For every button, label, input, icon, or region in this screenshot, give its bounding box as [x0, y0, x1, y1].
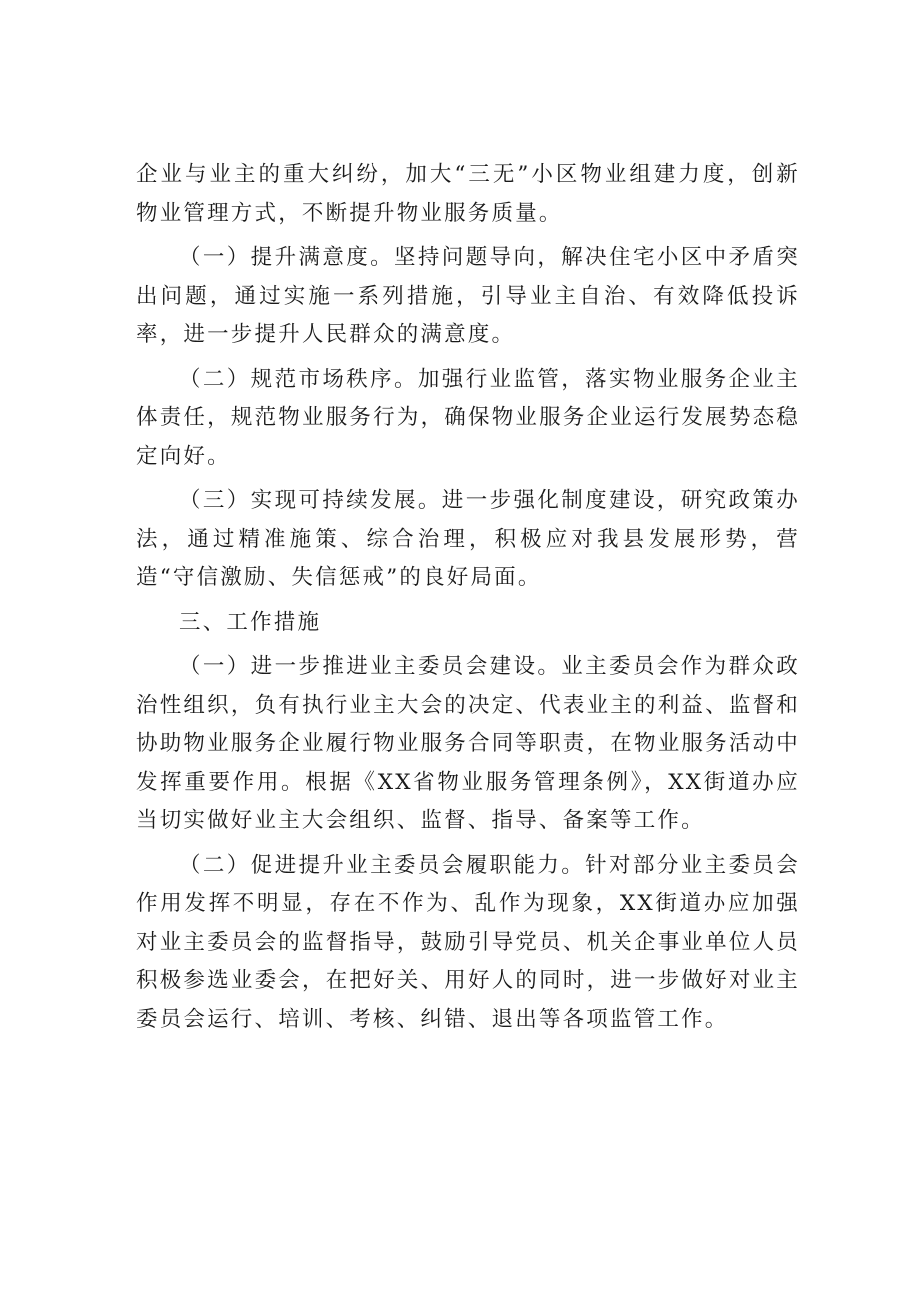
- section-heading-work-measures: 三、工作措施: [179, 609, 322, 635]
- paragraph-goal-sustainable: （三）实现可持续发展。进一步强化制度建设，研究政策办法，通过精准施策、综合治理，积极应对我县发展形势，营造“守信激励、失信惩戒”的良好局面。: [136, 488, 800, 590]
- paragraph-continued: 企业与业主的重大纠纷，加大“三无”小区物业组建力度，创新物业管理方式，不断提升物业服务质量。: [136, 162, 800, 226]
- paragraph-goal-market-order: （二）规范市场秩序。加强行业监管，落实物业服务企业主体责任，规范物业服务行为，确保物业服务企业运行发展势态稳定向好。: [136, 366, 800, 469]
- paragraph-measure-committee-capacity: （二）促进提升业主委员会履职能力。针对部分业主委员会作用发挥不明显，存在不作为、乱作为现象，XX街道办应加强对业主委员会的监督指导，鼓励引导党员、机关企事业单位人员积极参选业委会，在把好关、用好人的同时，进一步做好对业主委员会运行、培训、考核、纠错、退出等各项监管工作。: [136, 852, 800, 1032]
- document-body: [136, 156, 800, 1045]
- paragraph-measure-committee-building: （一）进一步推进业主委员会建设。业主委员会作为群众政治性组织，负有执行业主大会的决定、代表业主的利益、监督和协助物业服务企业履行物业服务合同等职责，在物业服务活动中发挥重要作用。根据《XX省物业服务管理条例》，XX街道办应当切实做好业主大会组织、监督、指导、备案等工作。: [136, 654, 800, 833]
- paragraph-goal-satisfaction: （一）提升满意度。坚持问题导向，解决住宅小区中矛盾突出问题，通过实施一系列措施，引导业主自治、有效降低投诉率，进一步提升人民群众的满意度。: [136, 245, 800, 347]
